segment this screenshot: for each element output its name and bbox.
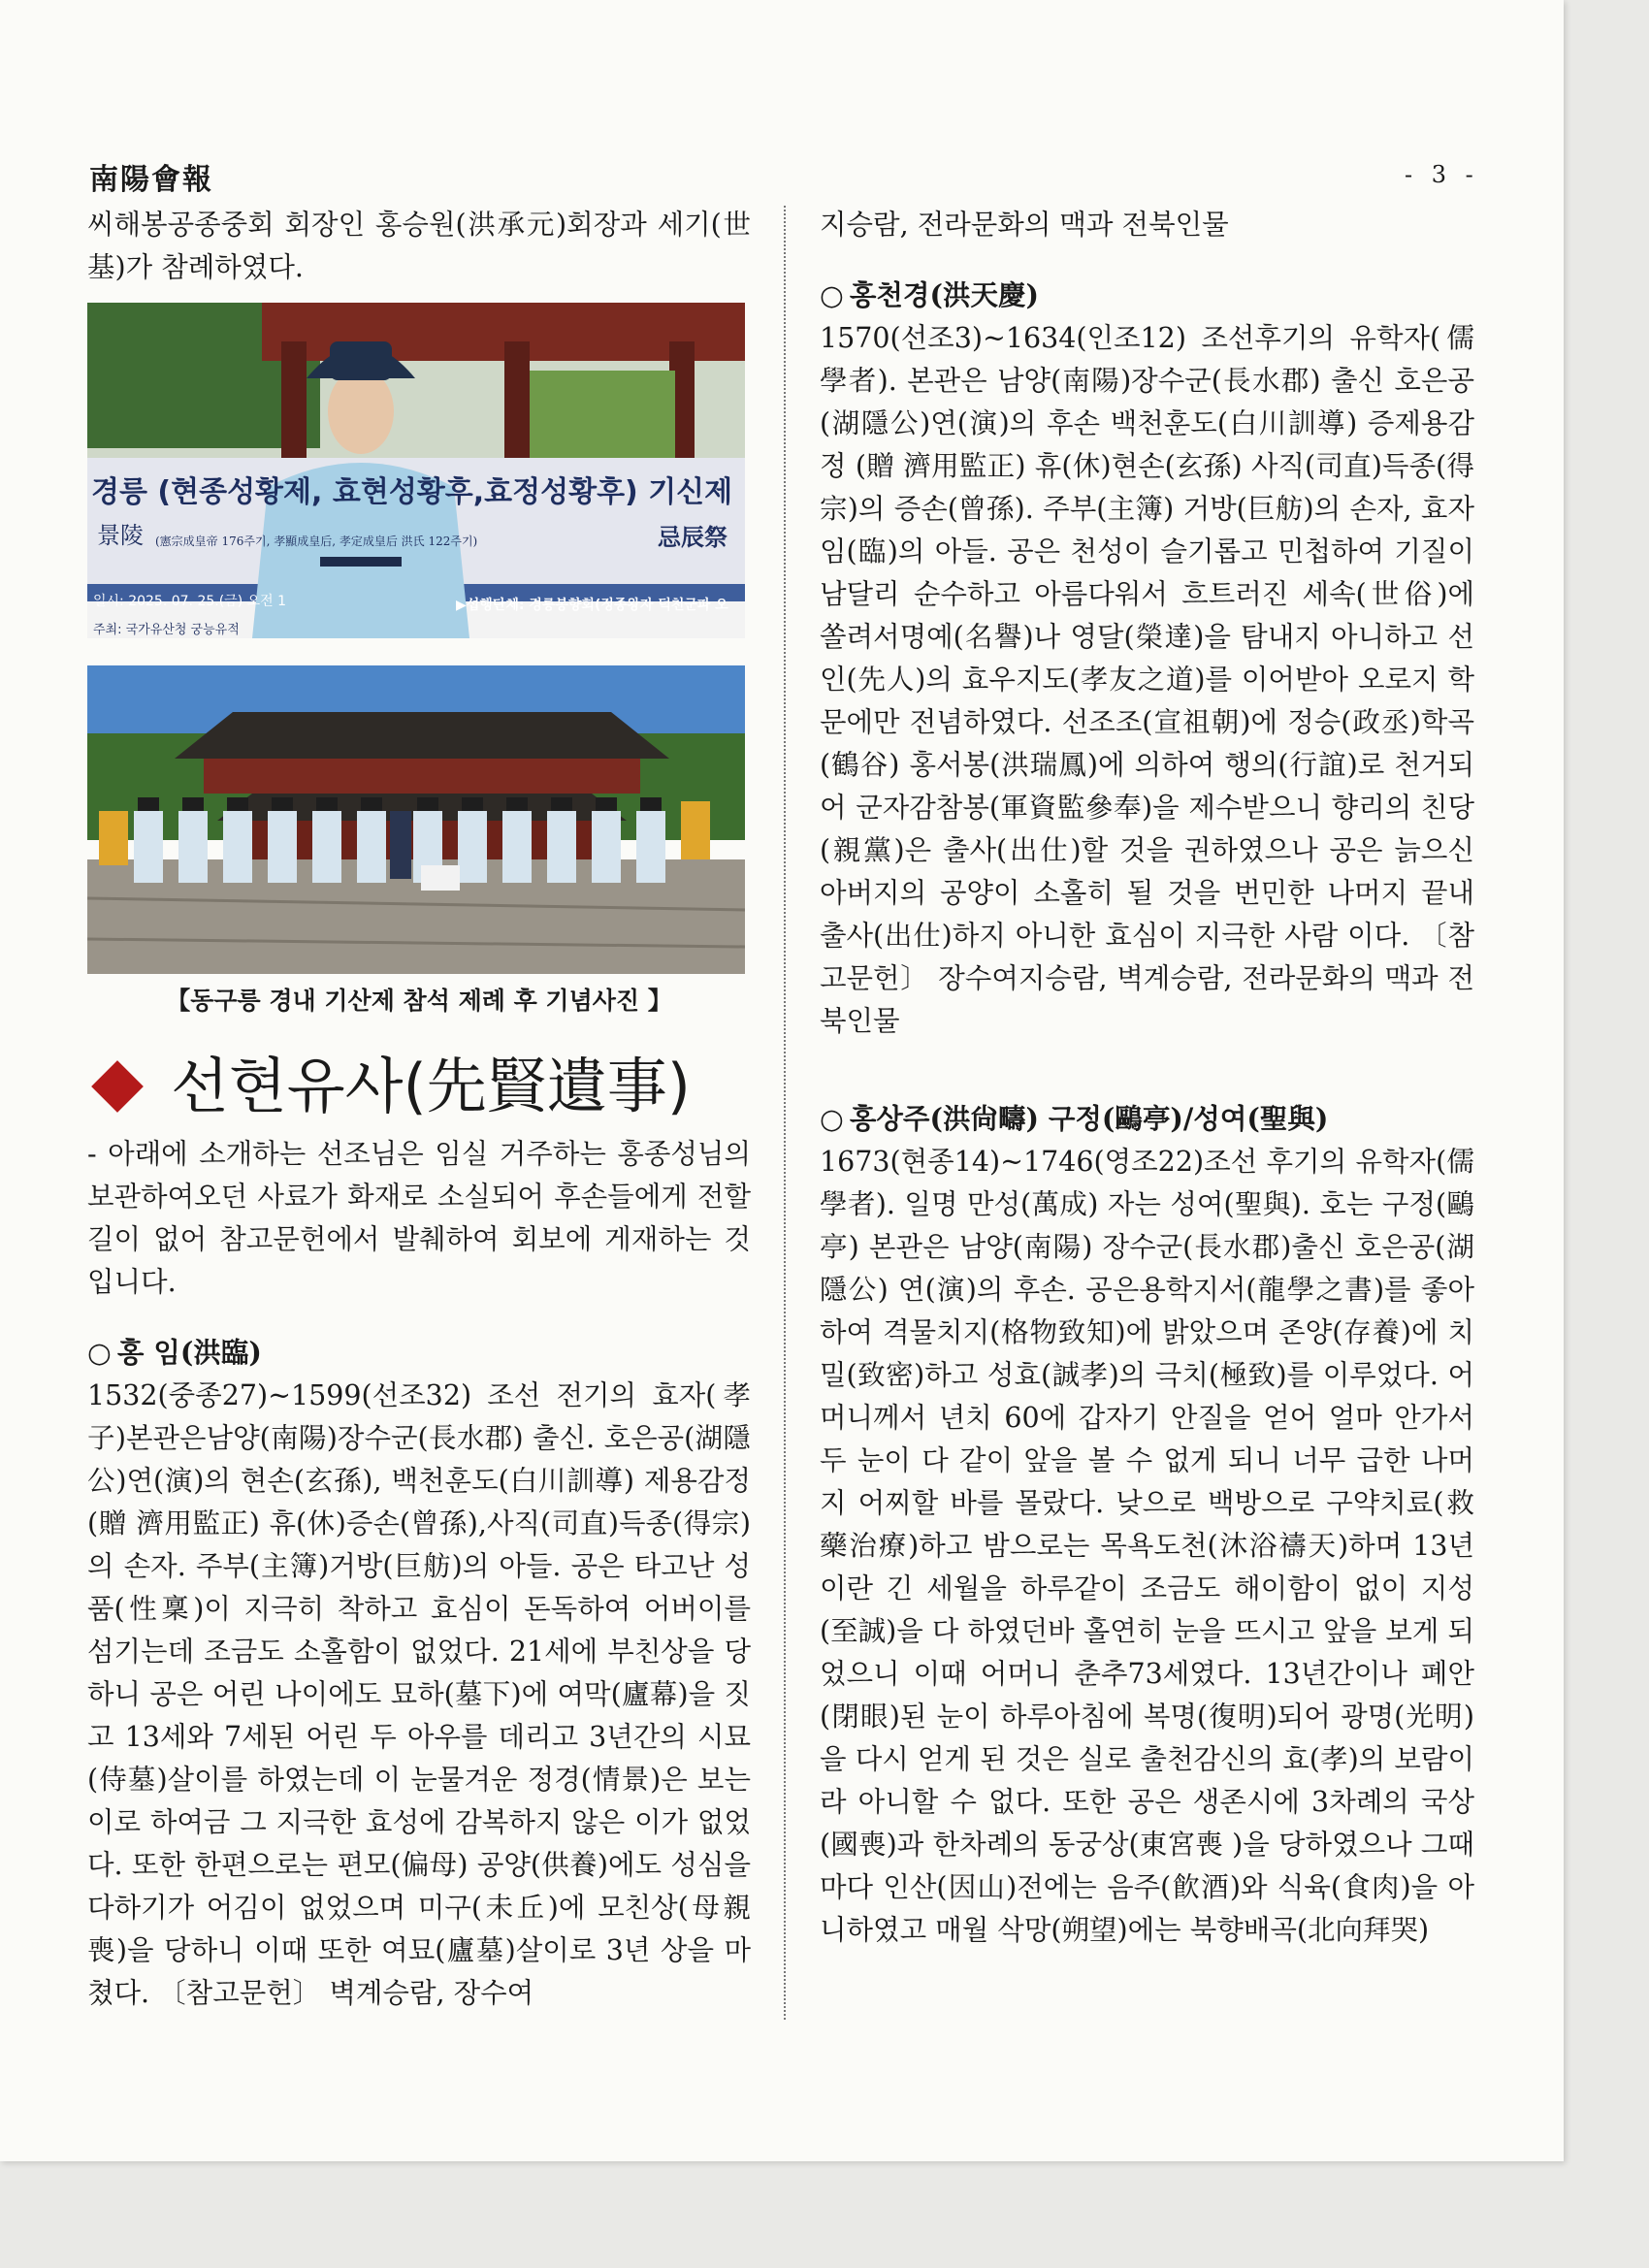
banner-date: 일시: 2025. 07. 25.(금) 오전 1 <box>93 594 287 609</box>
photo-ceremony-banner <box>87 303 745 638</box>
photo-caption: 【동구릉 경내 기산제 참석 제례 후 기념사진 】 <box>166 987 672 1015</box>
banner-org: ▶섭행단체: 경릉봉향회(정종왕자 덕천군파 오 <box>456 598 728 613</box>
banner-host: 주최: 국가유산청 궁능유적 <box>93 623 240 637</box>
section-heading <box>87 1050 751 1123</box>
page-number: - 3 - <box>1405 161 1479 188</box>
left-opening-text: 씨해봉공종중회 회장인 홍승원(洪承元)회장과 세기(世基)가 참례하였다. <box>87 209 751 283</box>
photo-group-commemorative-image <box>87 665 745 974</box>
person-name: 홍상주(洪尙疇) 구정(鷗亭)/성여(聖與) <box>849 1102 1329 1135</box>
left-column <box>87 204 751 2015</box>
person-name: 홍천경(洪天慶) <box>849 278 1039 311</box>
photo-group-commemorative <box>87 665 745 974</box>
person-heading <box>87 1331 751 1375</box>
section-title: 선현유사(先賢遺事) <box>171 1051 691 1121</box>
section-intro: - 아래에 소개하는 선조님은 임실 거주하는 홍종성님의 보관하여오던 사료가 화재로 소실되어 후손들에게 전할 길이 없어 참고문헌에서 발췌하여 회보에 게재하는 것입니다. <box>87 1138 751 1298</box>
person-bio: 1532(중종27)~1599(선조32) 조선 전기의 효자(孝子)본관은남양(南陽)장수군(長水郡) 출신. 호은공(湖隱公)연(演)의 현손(玄孫), 백천훈도(白川訓導) 제용감정(贈 濟用監正) 휴(休)증손(曾孫),사직(司直)득종(得宗)의 손자. 주부(主簿)거방(巨舫)의 아들. 공은 타고난 성품(性稟)이 지극히 착하고 효심이 돈독하여 어버이를 섬기는데 조금도 소홀함이 없었다. 21세에 부친상을 당하니 공은 어린 나이에도 묘하(墓下)에 여막(廬幕)을 짓고 13세와 7세된 어린 두 아우를 데리고 3년간의 시묘(侍墓)살이를 하였는데 이 눈물겨운 정경(情景)은 보는이로 하여금 그 지극한 효성에 감복하지 않은 이가 없었다. 또한 한편으로는 편모(偏母) 공양(供養)에도 성심을 다하기가 어김이 없었으며 미구(未丘)에 모친상(母親喪)을 당하니 이때 또한 여묘(廬墓)살이로 3년 상을 마쳤다. 〔참고문헌〕 벽계승람, 장수여 <box>87 1379 751 2009</box>
banner-right-text: 忌辰祭 <box>658 523 728 551</box>
banner-hanja: 景陵 <box>97 522 144 549</box>
circle-icon: ○ <box>87 1337 112 1369</box>
banner-small-text: (憲宗成皇帝 176주기, 孝顯成皇后, 孝定成皇后 洪氏 122주기) <box>155 535 478 548</box>
person-heading <box>820 274 1474 317</box>
right-opening-text: 지승람, 전라문화의 맥과 전북인물 <box>820 209 1229 241</box>
diamond-icon <box>91 1060 144 1113</box>
circle-icon: ○ <box>820 279 844 311</box>
banner-title: 경릉 (현종성황제, 효현성황후,효정성황후) 기신제 <box>91 475 733 509</box>
person-bio: 1673(현종14)~1746(영조22)조선 후기의 유학자(儒學者). 일명 만성(萬成) 자는 성여(聖與). 호는 구정(鷗亭) 본관은 남양(南陽) 장수군(長水郡)출신 호은공(湖隱公) 연(演)의 후손. 공은용학지서(龍學之書)를 좋아하여 격물치지(格物致知)에 밝았으며 존양(存養)에 치밀(致密)하고 성효(誠孝)의 극치(極致)를 이루었다. 어머니께서 년치 60에 갑자기 안질을 얻어 얼마 안가서 두 눈이 다 같이 앞을 볼 수 없게 되니 너무 급한 나머지 어찌할 바를 몰랐다. 낮으로 백방으로 구약치료(救藥治療)하고 밤으로는 목욕도천(沐浴禱天)하며 13년이란 긴 세월을 하루같이 조금도 해이함이 없이 지성(至誠)을 다 하였던바 홀연히 눈을 뜨시고 앞을 보게 되었으니 이때 어머니 춘추73세였다. 13년간이나 폐안(閉眼)된 눈이 하루아침에 복명(復明)되어 광명(光明)을 다시 얻게 된 것은 실로 출천감신의 효(孝)의 보람이라 아니할 수 없다. 또한 공은 생존시에 3차례의 국상(國喪)과 한차례의 동궁상(東宮喪 )을 당하였으나 그때마다 인산(因山)전에는 음주(飮酒)와 식육(食肉)을 아니하였고 매월 삭망(朔望)에는 북향배곡(北向拜哭) <box>820 1146 1474 1946</box>
circle-icon: ○ <box>820 1103 844 1135</box>
person-bio: 1570(선조3)~1634(인조12) 조선후기의 유학자(儒學者). 본관은 남양(南陽)장수군(長水郡) 출신 호은공(湖隱公)연(演)의 후손 백천훈도(白川訓導) 증제용감정 (贈 濟用監正) 휴(休)현손(玄孫) 사직(司直)득종(得宗)의 증손(曾孫). 주부(主簿) 거방(巨舫)의 손자, 효자 임(臨)의 아들. 공은 천성이 슬기롭고 민첩하여 기질이 남달리 순수하고 아름다워서 흐트러진 세속(世俗)에 쏠려서명예(名譽)나 영달(榮達)을 탐내지 아니하고 선인(先人)의 효우지도(孝友之道)를 이어받아 오로지 학문에만 전념하였다. 선조조(宣祖朝)에 정승(政丞)학곡(鶴谷) 홍서봉(洪瑞鳳)에 의하여 행의(行誼)로 천거되어 군자감참봉(軍資監參奉)을 제수받으니 향리의 친당(親黨)은 출사(出仕)할 것을 권하였으나 공은 늙으신 아버지의 공양이 소홀히 될 것을 번민한 나머지 끝내 출사(出仕)하지 아니한 효심이 지극한 사람 이다. 〔참고문헌〕 장수여지승람, 벽계승람, 전라문화의 맥과 전북인물 <box>820 322 1474 1037</box>
column-divider <box>784 206 786 2020</box>
spacer <box>820 1043 1474 1070</box>
masthead: 南陽會報 <box>89 163 213 197</box>
person-heading <box>820 1097 1474 1141</box>
person-name: 홍 임(洪臨) <box>116 1336 262 1369</box>
right-column <box>820 204 1474 1952</box>
